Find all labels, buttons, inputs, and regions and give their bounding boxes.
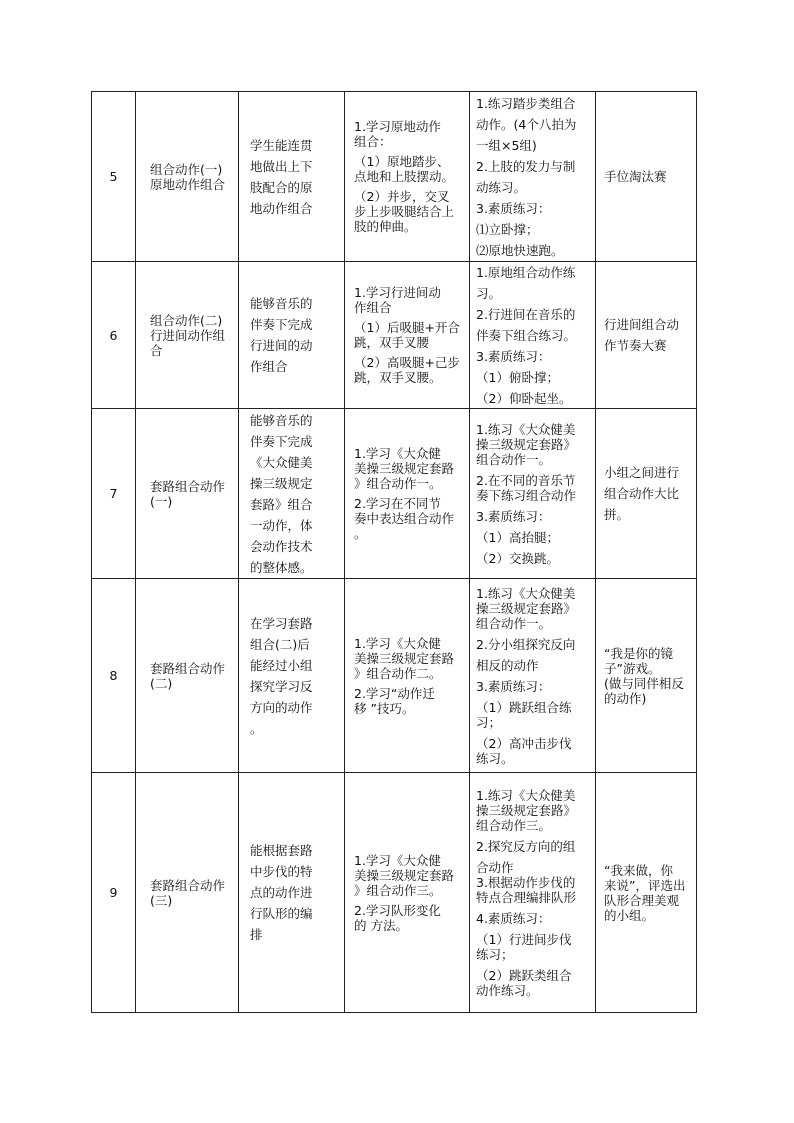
lesson-title: 套路组合动作 (三) xyxy=(136,773,239,1013)
lesson-title: 组合动作(一) 原地动作组合 xyxy=(136,92,239,262)
lesson-game: “我是你的镜 子”游戏。 (做与同伴相反 的动作) xyxy=(596,579,697,773)
lesson-goal: 能够音乐的 伴奏下完成 行进间的动 作组合 xyxy=(239,262,345,409)
table-row xyxy=(92,773,697,1013)
lesson-number: 6 xyxy=(92,262,136,409)
lesson-goal: 在学习套路 组合(二)后 能经过小组 探究学习反 方向的动作 。 xyxy=(239,579,345,773)
lesson-game: 手位淘汰赛 xyxy=(596,92,697,262)
lesson-title: 组合动作(二) 行进间动作组 合 xyxy=(136,262,239,409)
table-row xyxy=(92,262,697,409)
lesson-content: 1.学习原地动作 组合： （1）原地踏步、 点地和上肢摆动。 （2）并步，交叉 步上步吸腿结合上 肢的伸曲。 xyxy=(345,92,470,262)
lesson-game: 行进间组合动 作节奏大赛 xyxy=(596,262,697,409)
lesson-content: 1.学习《大众健 美操三级规定套路 》组合动作一。 2.学习在不同节 奏中表达组合动作 。 xyxy=(345,409,470,579)
lesson-content: 1.学习《大众健 美操三级规定套路 》组合动作三。 2.学习队形变化 的 方法。 xyxy=(345,773,470,1013)
lesson-goal: 能够音乐的 伴奏下完成 《大众健美 操三级规定 套路》组合 一动作，体 会动作技术 的整体感。 xyxy=(239,409,345,579)
lesson-goal: 能根据套路 中步伐的特 点的动作进 行队形的编 排 xyxy=(239,773,345,1013)
lesson-goal: 学生能连贯 地做出上下 肢配合的原 地动作组合 xyxy=(239,92,345,262)
table-row xyxy=(92,409,697,579)
lesson-game: 小组之间进行 组合动作大比 拼。 xyxy=(596,409,697,579)
lesson-practice: 1.练习《大众健美 操三级规定套路》 组合动作一。 2.在不同的音乐节 奏下练习组合动作 3.素质练习： （1）高抬腿； （2）交换跳。 xyxy=(470,409,596,579)
table-row xyxy=(92,92,697,262)
lesson-practice: 1.练习踏步类组合 动作。(4个八拍为 一组×5组) 2.上肢的发力与制 动练习。 3.素质练习： ⑴立卧撑； ⑵原地快速跑。 xyxy=(470,92,596,262)
lesson-content: 1.学习《大众健 美操三级规定套路 》组合动作二。 2.学习“动作迁 移 ”技巧。 xyxy=(345,579,470,773)
lesson-game: “我来做，你 来说”，评选出 队形合理美观 的小组。 xyxy=(596,773,697,1013)
lesson-number: 7 xyxy=(92,409,136,579)
lesson-number: 5 xyxy=(92,92,136,262)
lesson-number: 9 xyxy=(92,773,136,1013)
lesson-number: 8 xyxy=(92,579,136,773)
lesson-plan-table xyxy=(91,91,697,1013)
lesson-practice: 1.原地组合动作练 习。 2.行进间在音乐的 伴奏下组合练习。 3.素质练习： （1）俯卧撑； （2）仰卧起坐。 xyxy=(470,262,596,409)
lesson-title: 套路组合动作 (二) xyxy=(136,579,239,773)
lesson-title: 套路组合动作 (一) xyxy=(136,409,239,579)
lesson-content: 1.学习行进间动 作组合 （1）后吸腿+开合 跳，双手叉腰 （2）高吸腿+己步 跳，双手叉腰。 xyxy=(345,262,470,409)
table-body xyxy=(92,92,697,1013)
table-row xyxy=(92,579,697,773)
lesson-practice: 1.练习《大众健美 操三级规定套路》 组合动作一。 2.分小组探究反向 相反的动作 3.素质练习： （1）跳跃组合练 习； （2）高冲击步伐 练习。 xyxy=(470,579,596,773)
lesson-practice: 1.练习《大众健美 操三级规定套路》 组合动作三。 2.探究反方向的组 合动作 3.根据动作步伐的 特点合理编排队形 4.素质练习： （1）行进间步伐 练习； （2）跳跃类组合 动作练习。 xyxy=(470,773,596,1013)
